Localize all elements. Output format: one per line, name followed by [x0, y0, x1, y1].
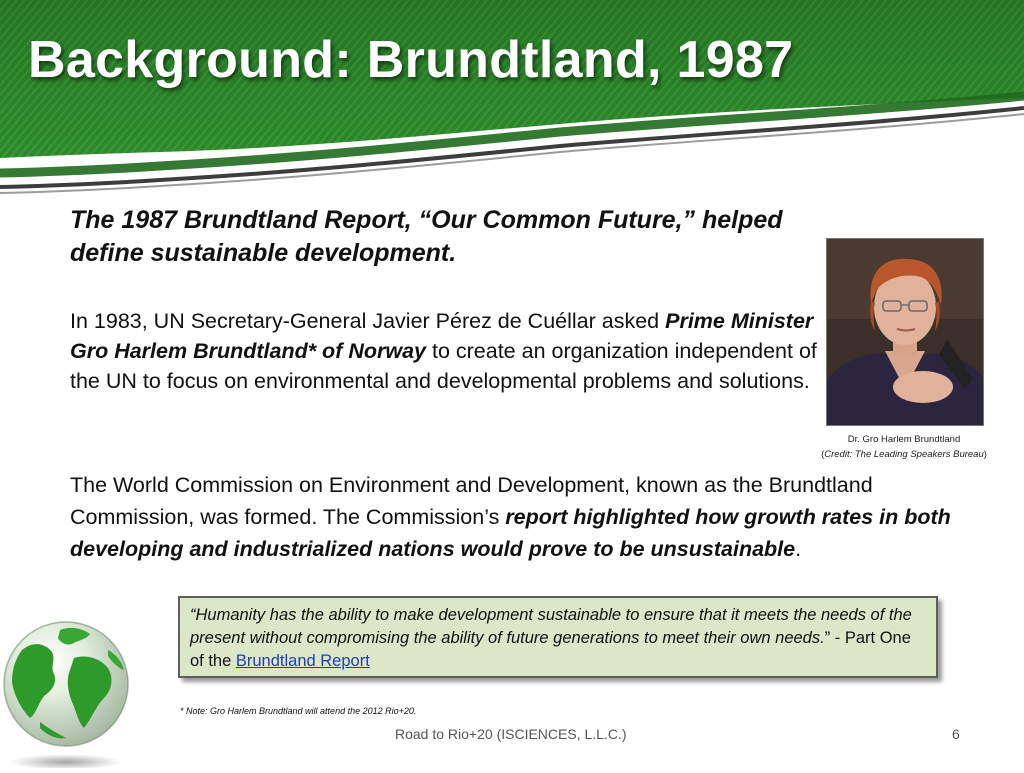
- caption-name: Dr. Gro Harlem Brundtland: [847, 434, 961, 445]
- photo-caption: [806, 432, 1002, 462]
- paragraph-history-text-end: to create an organization independent of the UN to focus on environmental and developmental problems and solutions.: [70, 339, 817, 393]
- paragraph-history-emphasis: Prime Minister Gro Harlem Brundtland* of Norway: [70, 309, 814, 363]
- quote-closing-mark: ”: [824, 629, 831, 647]
- paragraph-commission: [70, 469, 970, 565]
- slide-footer: Road to Rio+20 (ISCIENCES, L.L.C.): [395, 726, 627, 742]
- paragraph-history-text: In 1983, UN Secretary-General Javier Pérez de Cuéllar asked: [70, 309, 666, 333]
- paragraph-commission-text: The World Commission on Environment and Development, known as the Brundtland Commission, was formed. The Commission’s: [70, 473, 873, 529]
- brundtland-report-link[interactable]: Brundtland Report: [235, 652, 370, 670]
- paragraph-commission-text-end: .: [795, 537, 802, 561]
- caption-credit: Credit: The Leading Speakers Bureau: [824, 449, 984, 460]
- paragraph-commission-emphasis: report highlighted how growth rates in both developing and industrialized nations would prove to be unsustainable: [70, 505, 951, 561]
- brundtland-photo: [826, 238, 984, 426]
- globe-graphic: [0, 610, 150, 768]
- paragraph-history: [70, 306, 820, 396]
- quote-text: “Humanity has the ability to make development sustainable to ensure that it meets the needs of the present without compromising the ability of future generations to meet their own needs.: [190, 606, 912, 647]
- caption-close-paren: ): [983, 449, 987, 460]
- caption-open-paren: (: [821, 449, 825, 460]
- slide-number: 6: [952, 726, 960, 742]
- quote-box: [178, 596, 938, 678]
- intro-statement: The 1987 Brundtland Report, “Our Common Future,” helped define sustainable development.: [70, 206, 783, 267]
- quote-attribution: - Part One of the: [190, 629, 911, 670]
- globe-icon: [0, 610, 150, 768]
- footnote: * Note: Gro Harlem Brundtland will attend the 2012 Rio+20.: [180, 706, 417, 716]
- portrait-image: [827, 239, 983, 425]
- caption-credit-line: [806, 447, 1002, 462]
- slide-header: [0, 0, 1024, 200]
- slide-title: Background: Brundtland, 1987: [28, 31, 794, 89]
